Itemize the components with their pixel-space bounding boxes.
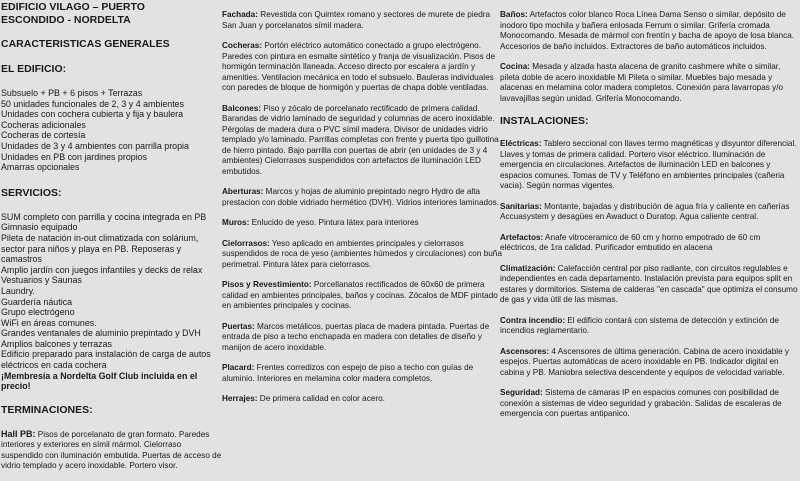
term-label: Cocheras:: [222, 41, 263, 50]
inst-sanitarias: Sanitarias: Montante, bajadas y distribución de agua fría y caliente en cañerías Accuasystem y desagües en Awaduct o Duratop. Agua caliente central.: [500, 201, 790, 221]
list-item: Edificio preparado para instalación de carga de autos eléctricos en cada cochera: [1, 349, 211, 371]
term-fachada: Fachada: Revestida con Quimtex romano y sectores de murete de piedra San Juan y porcelanatos símil madera.: [222, 10, 491, 30]
inst-label: Eléctricas:: [500, 139, 542, 148]
list-item: Laundry.: [1, 285, 35, 296]
edificio-list: [1, 88, 223, 173]
term-balcones: Balcones: Piso y zócalo de porcelanato rectificado de primera calidad. Barandas de vidrio laminado de seguridad y columnas de acero inoxidable. Pérgolas de madera dura o PVC símil madera. Divisor de unidades vidrio templado y/o laminado. Parrillas completas con frente y puerta tipo guillotina de hierro pintado. Bajo parrilla con puertas de abrir (en unidades de 3 y 4 ambientes) Cielorrasos suspendidos con artefactos de iluminación LED embutidos.: [222, 103, 499, 176]
term-banos: Baños: Artefactos color blanco Roca Línea Dama Senso o similar, depósito de inodoro tipo mochila y bañera enlosada Ferrum o similar. Grifería cromada Monocomando. Mesada de mármol con frentín y bacha de apoyo de losa blanca. Accesorios de baño incluidos. Extractores de baño automáticos incluidos.: [500, 10, 795, 51]
list-item: WiFi en áreas comunes.: [1, 317, 97, 328]
term-herrajes: Herrajes: De primera calidad en color acero.: [222, 394, 385, 403]
inst-label: Artefactos:: [500, 232, 544, 242]
list-item: Amplio jardín con juegos infantiles y decks de relax: [1, 264, 203, 275]
list-item: Unidades de 3 y 4 ambientes con parrilla propia: [1, 140, 189, 151]
promo-text: ¡Membresía a Nordelta Golf Club incluida en el precio!: [1, 370, 198, 392]
column-left: [1, 0, 223, 472]
inst-label: Seguridad:: [500, 388, 543, 397]
term-puertas: Puertas: Marcos metálicos, puertas placa de madera pintada. Puertas de entrada de piso a techo enchapada en madera con detalles de diseño y manijon de acero inoxidable.: [222, 321, 490, 352]
list-item: Amplios balcones y terrazas: [1, 338, 112, 349]
list-item: Vestuarios y Saunas: [1, 275, 82, 286]
term-cielorrasos: Cielorrasos: Yeso aplicado en ambientes principales y cielorrasos suspendidos de roca de yeso (ambientes húmedos y circulaciones) con buña perimetral. Pintura látex para cielorrasos.: [222, 238, 502, 269]
inst-label: Sanitarias:: [500, 201, 542, 211]
term-label: Fachada:: [222, 10, 258, 19]
list-item: Unidades con cochera cubierta y fija y baulera: [1, 109, 184, 120]
term-label: Pisos y Revestimiento:: [222, 280, 312, 289]
document-title: EDIFICIO VILAGO – PUERTO ESCONDIDO - NORDELTA: [1, 1, 145, 26]
inst-artefactos: Artefactos: Anafe vitroceramico de 60 cm y horno empotrado de 60 cm eléctricos, de 1ra calidad. Purificador embutido en alacena: [500, 232, 761, 252]
list-item: SUM completo con parrilla y cocina integrada en PB: [1, 211, 207, 222]
list-item: Guardería náutica: [1, 296, 73, 307]
list-item: Pileta de natación in-out climatizada con solárium, sector para niños y playa en PB. Reposeras y camastros: [1, 232, 199, 265]
list-item: Grandes ventanales de aluminio prepintado y DVH: [1, 328, 201, 339]
list-item: Grupo electrógeno: [1, 307, 75, 318]
term-label: Cocina:: [500, 62, 531, 71]
term-label: Herrajes:: [222, 394, 258, 403]
inst-electricas: Eléctricas: Tablero seccional con llaves termo magnéticas y disyuntor diferencial. Llaves y tomas de primera calidad. Portero visor eléctrico. Iluminación de emergencia en circulaciones. Artefactos de iluminación LED en balcones y espacios comunes. Tomas de TV y Teléfono en ambientes principales (cañeria vacia). Según normas vigentes.: [500, 139, 797, 190]
servicios-heading: SERVICIOS:: [1, 186, 62, 199]
term-muros: Muros: Enlucido de yeso. Pintura látex para interiores: [222, 218, 419, 227]
term-label: Baños:: [500, 10, 528, 19]
term-label: Muros:: [222, 218, 250, 227]
inst-ascensores: Ascensores: 4 Ascensores de última generación. Cabina de acero inoxidable y espejos. Puertas automáticas de acero inoxidable en PB. Indicador digital en cabina y PB. Maniobra selectiva descendente y equipos de velocidad variable.: [500, 346, 790, 377]
term-aberturas: Aberturas: Marcos y hojas de aluminio prepintado negro Hydro de alta prestacion con doble vidriado hermético (DVH). Vidrios interiores laminados.: [222, 187, 499, 207]
column-middle: [222, 0, 502, 405]
column-right: [500, 0, 798, 420]
inst-climatizacion: Climatización: Calefacción central por piso radiante, con circuitos regulables e independientes en cada departamento. Instalación prevista para equipos split en estares y dormitorios. Sistema de calderas "en cascada" que optimiza el consumo de gas y vida útil de las mismas.: [500, 263, 798, 304]
list-item: 50 unidades funcionales de 2, 3 y 4 ambientes: [1, 98, 185, 109]
list-item: Subsuelo + PB + 6 pisos + Terrazas: [1, 88, 143, 98]
term-cocheras: Cocheras: Portón eléctrico automático conectado a grupo electrógeno. Paredes con pintura en esmalte sintético y franja de visualización. Pisos de hormigón terminación llaneada. Acceso directo por escalera a jardín y amenities. Ventilacion mecánica en todo el subsuelo. Bauleras individuales con paredes de bloque de hormigón y puertas de chapa doble ventiladas.: [222, 41, 496, 92]
inst-label: Ascensores:: [500, 346, 550, 356]
servicios-list: [1, 212, 223, 392]
term-label: Hall PB:: [1, 428, 36, 439]
inst-label: Climatización:: [500, 263, 556, 273]
inst-contra-incendio: Contra incendio: El edificio contará con sistema de detección y extinción de incendios reglamentario.: [500, 315, 779, 335]
term-pisos: Pisos y Revestimiento: Porcellanatos rectificados de 60x60 de primera calidad en ambientes principales, baños y cocinas. Zócalos de MDF pintado en ambientes principales y cocinas.: [222, 280, 498, 310]
term-label: Placard:: [222, 363, 255, 372]
list-item: Gimnasio equipado: [1, 222, 78, 233]
term-label: Cielorrasos:: [222, 238, 270, 248]
list-item: Cocheras de cortesía: [1, 130, 86, 141]
term-label: Aberturas:: [222, 187, 264, 196]
term-label: Balcones:: [222, 103, 262, 113]
term-hall: Hall PB: Pisos de porcelanato de gran formato. Paredes interiores y exteriores en símil mármol. Cielorraso suspendido con iluminación embutida. Puertas de acceso de vidrio templado y acero inoxidable. Portero visor.: [1, 428, 222, 471]
list-item: Cocheras adicionales: [1, 119, 86, 130]
edificio-heading: EL EDIFICIO:: [1, 63, 67, 75]
terminaciones-heading: TERMINACIONES:: [1, 403, 93, 416]
list-item: Unidades en PB con jardines propios: [1, 151, 148, 162]
term-placard: Placard: Frentes corredizos con espejo de piso a techo con guías de aluminio. Interiores en melamina color madera completos.: [222, 363, 474, 383]
list-item: Amarras opcionales: [1, 162, 80, 173]
general-heading: CARACTERISTICAS GENERALES: [1, 38, 170, 50]
term-cocina: Cocina: Mesada y alzada hasta alacena de granito cashmere white o similar, pileta doble de acero inoxidable Mi Pileta o similar. Muebles bajo mesada y alacenas en melamina color madera completos. Conexión para lavarropas y/o lavavajillas según unidad. Grifería Monocomando.: [500, 62, 784, 103]
inst-seguridad: Seguridad: Sistema de cámaras IP en espacios comunes con posibilidad de conexión a sistemas de video seguridad y grabación. Salidas de escaleras de emergencia con puertas antipanico.: [500, 388, 782, 418]
term-label: Puertas:: [222, 321, 255, 331]
inst-label: Contra incendio:: [500, 315, 566, 325]
instalaciones-heading: INSTALACIONES:: [500, 115, 589, 127]
